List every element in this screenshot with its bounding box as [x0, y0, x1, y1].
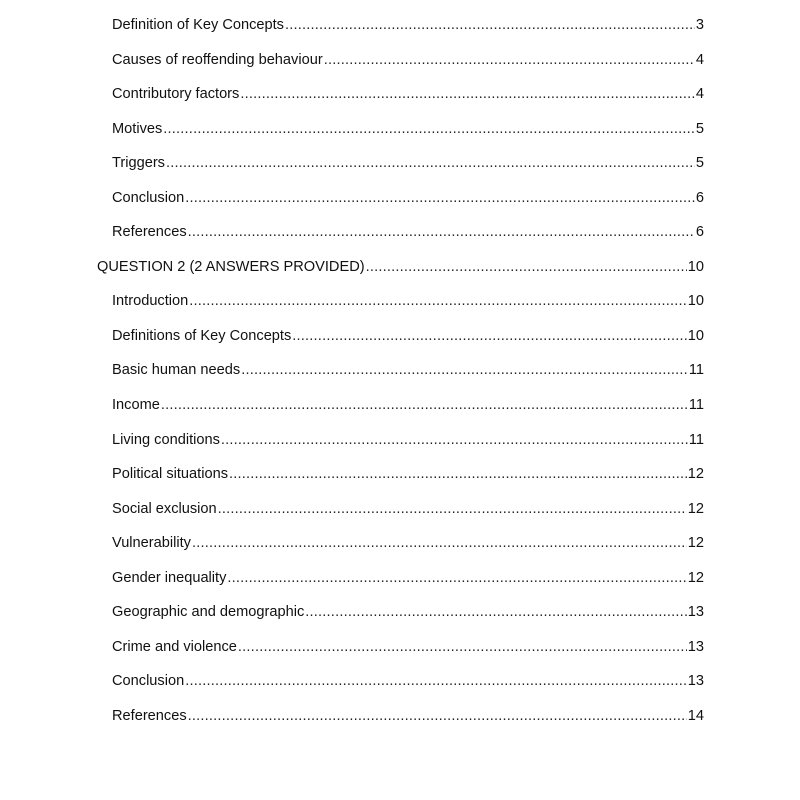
toc-entry-title: Geographic and demographic [112, 604, 305, 621]
dot-leader [240, 77, 695, 112]
toc-entry-title: Basic human needs [112, 362, 241, 379]
toc-entry-title: References [112, 224, 187, 241]
dot-leader [166, 146, 695, 181]
toc-entry-crime-and-violence[interactable] [112, 630, 704, 665]
dot-leader [366, 250, 687, 285]
dot-leader [227, 561, 686, 596]
toc-entry-geographic-and-demographic[interactable] [112, 595, 704, 630]
dot-leader [221, 423, 688, 458]
toc-page-number: 10 [687, 258, 704, 275]
toc-entry-title: Political situations [112, 466, 228, 483]
toc-page-number: 11 [688, 362, 704, 379]
toc-page-number: 4 [695, 51, 704, 68]
toc-entry-conclusion[interactable] [112, 181, 704, 216]
toc-entry-title: Conclusion [112, 189, 185, 206]
dot-leader [185, 181, 695, 216]
toc-entry-income[interactable] [112, 388, 704, 423]
toc-entry-definitions-of-key-concepts[interactable] [112, 319, 704, 354]
toc-entry-title: Definition of Key Concepts [112, 17, 284, 33]
toc-entry-title: Introduction [112, 293, 189, 310]
toc-page-number: 4 [695, 86, 704, 103]
toc-entry-definition-of-key-concepts[interactable] [112, 8, 704, 43]
dot-leader [229, 457, 687, 492]
toc-page-number: 13 [687, 673, 704, 690]
toc-entry-introduction[interactable] [112, 284, 704, 319]
toc-page-number: 10 [687, 293, 704, 310]
toc-entry-title: Gender inequality [112, 569, 227, 586]
toc-entry-living-conditions[interactable] [112, 423, 704, 458]
dot-leader [188, 215, 695, 250]
dot-leader [324, 43, 695, 78]
toc-page-number: 12 [687, 466, 704, 483]
dot-leader [292, 319, 686, 354]
toc-entry-references[interactable] [112, 215, 704, 250]
table-of-contents [0, 8, 800, 733]
dot-leader [285, 8, 695, 43]
toc-entry-title: Triggers [112, 155, 165, 172]
dot-leader [163, 112, 695, 147]
toc-entry-title: Causes of reoffending behaviour [112, 51, 323, 68]
toc-entry-title: Social exclusion [112, 500, 217, 517]
toc-page-number: 14 [687, 707, 704, 724]
toc-entry-title: References [112, 707, 187, 724]
toc-entry-title: Motives [112, 120, 163, 137]
toc-page-number: 6 [695, 224, 704, 241]
toc-page-number: 13 [687, 604, 704, 621]
dot-leader [218, 492, 687, 527]
toc-entry-contributory-factors[interactable] [112, 77, 704, 112]
toc-entry-references-2[interactable] [112, 699, 704, 734]
toc-entry-title: Conclusion [112, 673, 185, 690]
dot-leader [305, 595, 686, 630]
toc-entry-title: Definitions of Key Concepts [112, 327, 292, 344]
toc-entry-gender-inequality[interactable] [112, 561, 704, 596]
toc-entry-vulnerability[interactable] [112, 526, 704, 561]
toc-entry-title: QUESTION 2 (2 ANSWERS PROVIDED) [97, 258, 365, 275]
toc-entry-basic-human-needs[interactable] [112, 353, 704, 388]
toc-entry-conclusion-2[interactable] [112, 664, 704, 699]
toc-entry-triggers[interactable] [112, 146, 704, 181]
toc-entry-title: Living conditions [112, 431, 220, 448]
toc-page-number: 5 [695, 155, 704, 172]
dot-leader [189, 284, 687, 319]
toc-page-number: 12 [687, 500, 704, 517]
toc-entry-title: Income [112, 397, 160, 414]
toc-page-number: 11 [688, 431, 704, 448]
toc-entry-title: Crime and violence [112, 638, 237, 655]
toc-page-number: 12 [687, 569, 704, 586]
toc-page-number: 3 [695, 17, 704, 33]
toc-entry-motives[interactable] [112, 112, 704, 147]
toc-page-number: 6 [695, 189, 704, 206]
dot-leader [192, 526, 687, 561]
toc-page-number: 11 [688, 397, 704, 414]
toc-entry-question-2[interactable] [97, 250, 704, 285]
dot-leader [241, 353, 688, 388]
toc-entry-title: Contributory factors [112, 86, 240, 103]
toc-entry-causes-of-reoffending-behaviour[interactable] [112, 43, 704, 78]
dot-leader [185, 664, 687, 699]
toc-entry-political-situations[interactable] [112, 457, 704, 492]
toc-page-number: 10 [687, 327, 704, 344]
toc-page-number: 5 [695, 120, 704, 137]
toc-entry-title: Vulnerability [112, 535, 191, 552]
dot-leader [238, 630, 687, 665]
toc-page-number: 13 [687, 638, 704, 655]
toc-page-number: 12 [687, 535, 704, 552]
toc-entry-social-exclusion[interactable] [112, 492, 704, 527]
dot-leader [188, 699, 687, 734]
dot-leader [161, 388, 688, 423]
